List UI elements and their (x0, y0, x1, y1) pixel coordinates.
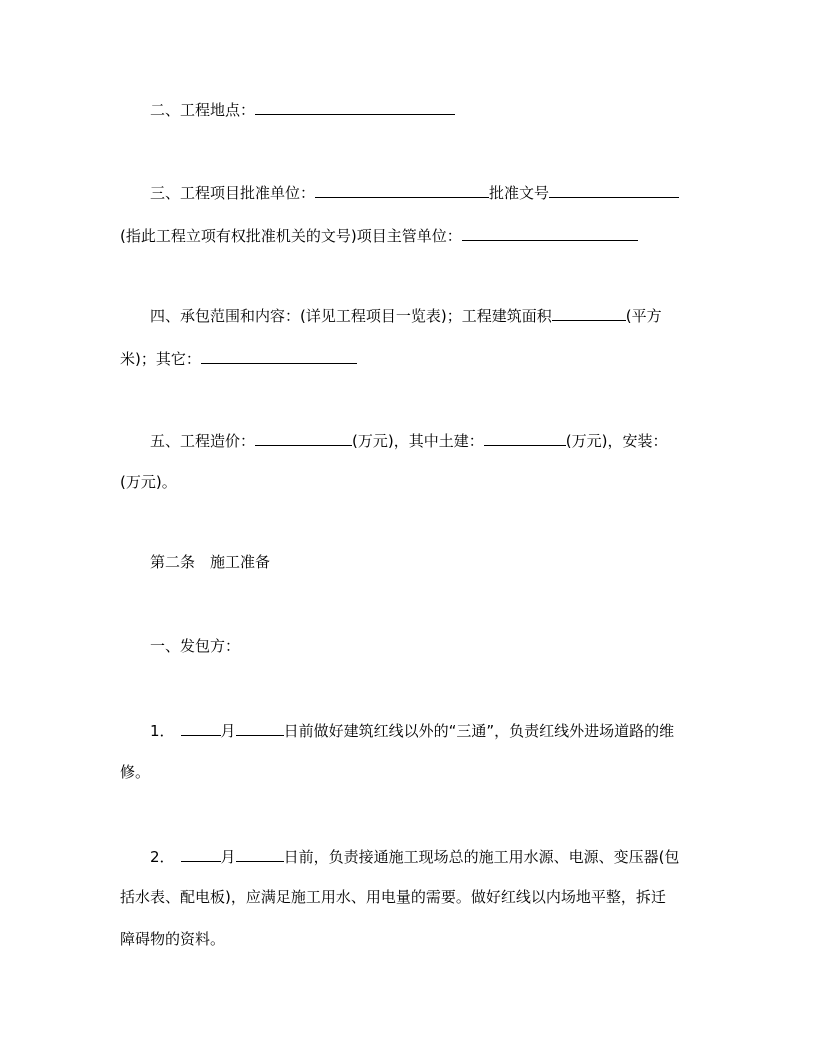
cost-line2: (万元)。 (120, 473, 177, 491)
paragraph-approval (150, 181, 679, 203)
item1-number: 1． (150, 722, 175, 740)
civil-blank (484, 429, 566, 446)
cost-blank (255, 429, 352, 446)
cost-label: 五、工程造价： (150, 432, 256, 450)
scope-text: 四、承包范围和内容：(详见工程项目一览表)；工程建筑面积 (150, 307, 552, 325)
approval-note: (指此工程立项有权批准机关的文号)项目主管单位： (120, 227, 462, 245)
approval-unit-blank (315, 181, 489, 198)
scope-other-label: 米)；其它： (120, 350, 201, 368)
list-item-line2 (120, 762, 150, 782)
list-item (150, 845, 679, 867)
list-item-line3 (120, 929, 225, 949)
list-item-line2 (120, 887, 666, 907)
article2-title: 第二条 施工准备 (150, 553, 271, 571)
supervisor-blank (462, 224, 638, 241)
item2-line3: 障碍物的资料。 (120, 930, 226, 948)
other-blank (201, 347, 357, 364)
approval-no-blank (549, 181, 679, 198)
area-unit: (平方 (625, 307, 662, 325)
cost-unit-install: (万元)，安装： (565, 432, 668, 450)
item1-line2: 修。 (120, 763, 151, 781)
item2-line2: 括水表、配电板)，应满足施工用水、用电量的需要。做好红线以内场地平整，拆迁 (120, 888, 666, 906)
paragraph-scope (150, 304, 662, 326)
section1-title: 一、发包方： (150, 637, 241, 655)
item1-text: 日前做好建筑红线以外的“三通”，负责红线外进场道路的维 (283, 722, 675, 740)
paragraph-scope-line2 (120, 347, 357, 369)
section-title (150, 636, 240, 656)
site-blank (255, 98, 455, 115)
approval-no-label: 批准文号 (489, 184, 550, 202)
item2-month: 月 (220, 848, 236, 866)
item2-number: 2． (150, 848, 175, 866)
paragraph-cost (150, 429, 667, 451)
approval-unit-label: 三、工程项目批准单位： (150, 184, 316, 202)
item1-month: 月 (220, 722, 236, 740)
paragraph-site (150, 98, 455, 120)
item2-month-blank (181, 845, 221, 862)
paragraph-approval-line2 (120, 224, 638, 246)
article-title (150, 552, 270, 572)
item2-text: 日前，负责接通施工现场总的施工用水源、电源、变压器(包 (283, 848, 680, 866)
item2-day-blank (236, 845, 284, 862)
paragraph-cost-line2 (120, 472, 177, 492)
item1-day-blank (236, 719, 284, 736)
site-label: 二、工程地点： (150, 101, 256, 119)
cost-unit-civil: (万元)，其中土建： (352, 432, 484, 450)
item1-month-blank (181, 719, 221, 736)
list-item (150, 719, 674, 741)
area-blank (552, 304, 626, 321)
